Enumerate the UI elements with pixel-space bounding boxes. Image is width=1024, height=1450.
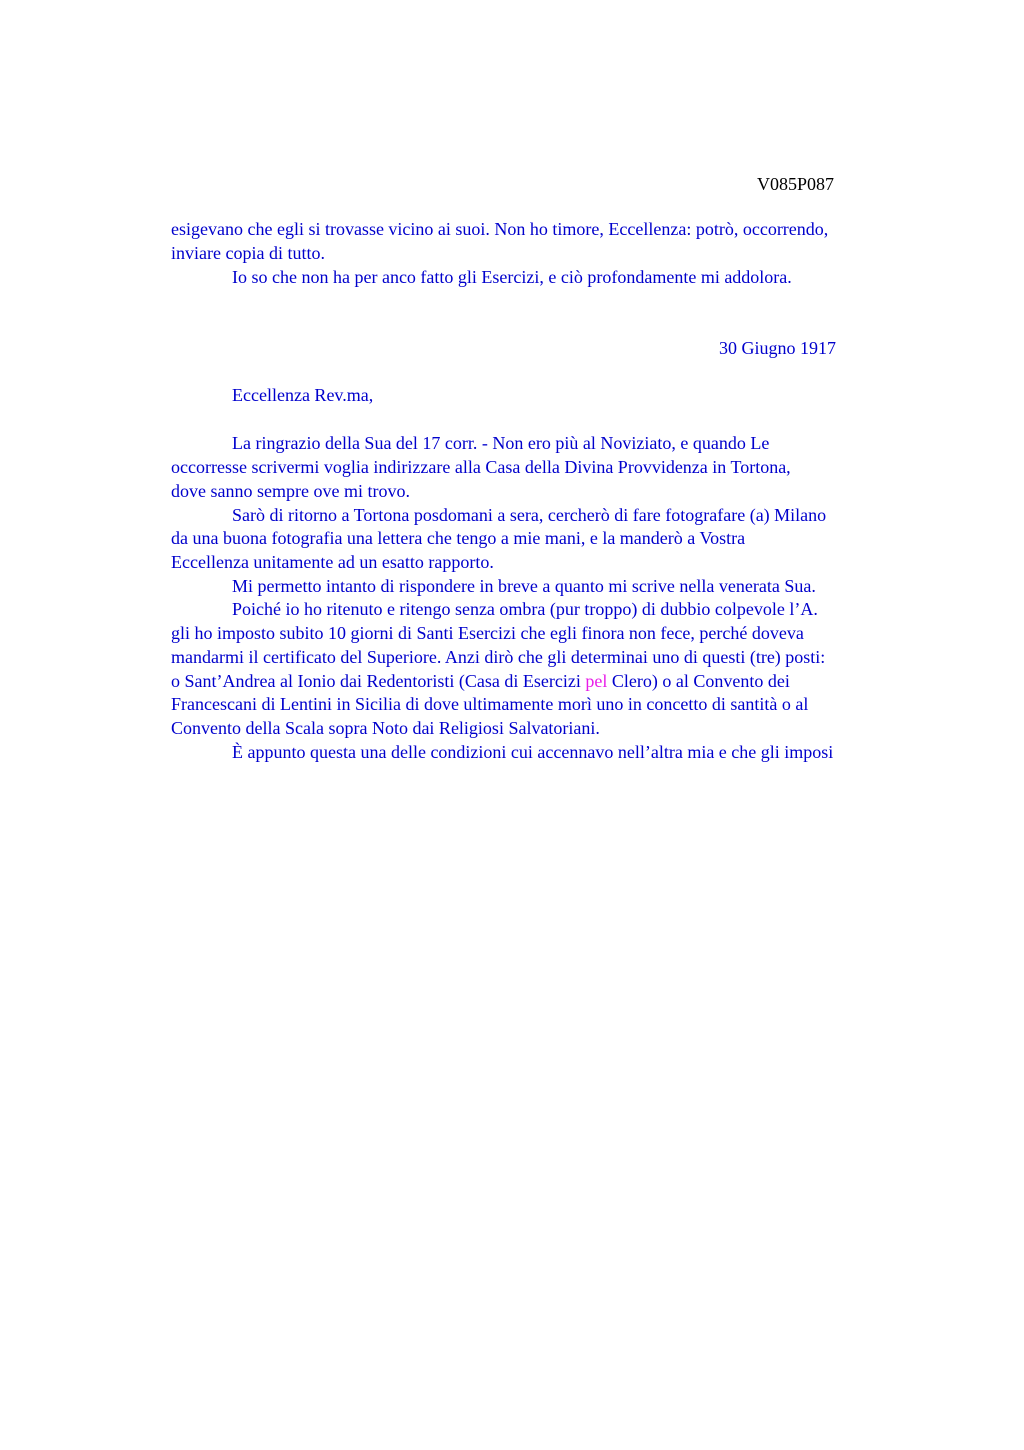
continuation-line: Io so che non ha per anco fatto gli Esercizi, e ciò profondamente mi addolora.: [232, 267, 792, 287]
letter-line: La ringrazio della Sua del 17 corr. - Non ero più al Noviziato, e quando Le: [232, 433, 770, 453]
letter-line: Eccellenza unitamente ad un esatto rapporto.: [171, 552, 494, 572]
highlighted-word: pel: [585, 671, 608, 691]
letter-line: Poiché io ho ritenuto e ritengo senza ombra (pur troppo) di dubbio colpevole l’A.: [232, 599, 818, 619]
letter-line: gli ho imposto subito 10 giorni di Santi Esercizi che egli finora non fece, perché doveva: [171, 623, 804, 643]
letter-line: da una buona fotografia una lettera che tengo a mie mani, e la manderò a Vostra: [171, 528, 746, 548]
letter-line: dove sanno sempre ove mi trovo.: [171, 481, 410, 501]
continuation-line: esigevano che egli si trovasse vicino ai suoi. Non ho timore, Eccellenza: potrò, occorrendo,: [171, 219, 829, 239]
letter-line: Sarò di ritorno a Tortona posdomani a sera, cercherò di fare fotografare (a) Milano: [232, 505, 827, 525]
letter-line: Mi permetto intanto di rispondere in breve a quanto mi scrive nella venerata Sua.: [232, 576, 816, 596]
letter-line: mandarmi il certificato del Superiore. Anzi dirò che gli determinai uno di questi (tre) posti:: [171, 647, 826, 667]
continuation-line: inviare copia di tutto.: [171, 243, 325, 263]
letter-line: occorresse scrivermi voglia indirizzare alla Casa della Divina Provvidenza in Tortona,: [171, 457, 791, 477]
letter-line: Convento della Scala sopra Noto dai Religiosi Salvatoriani.: [171, 718, 600, 738]
letter-line-with-highlight: [171, 670, 790, 693]
letter-line: È appunto questa una delle condizioni cui accennavo nell’altra mia e che gli imposi: [232, 742, 834, 762]
letter-salutation: Eccellenza Rev.ma,: [232, 385, 374, 405]
letter-line: Francescani di Lentini in Sicilia di dove ultimamente morì uno in concetto di santità o al: [171, 694, 809, 714]
line-text-after: Clero) o al Convento dei: [607, 671, 790, 691]
page-id: V085P087: [757, 174, 835, 194]
line-text-before: o Sant’Andrea al Ionio dai Redentoristi (Casa di Esercizi: [171, 671, 586, 691]
letter-date: 30 Giugno 1917: [719, 338, 836, 358]
